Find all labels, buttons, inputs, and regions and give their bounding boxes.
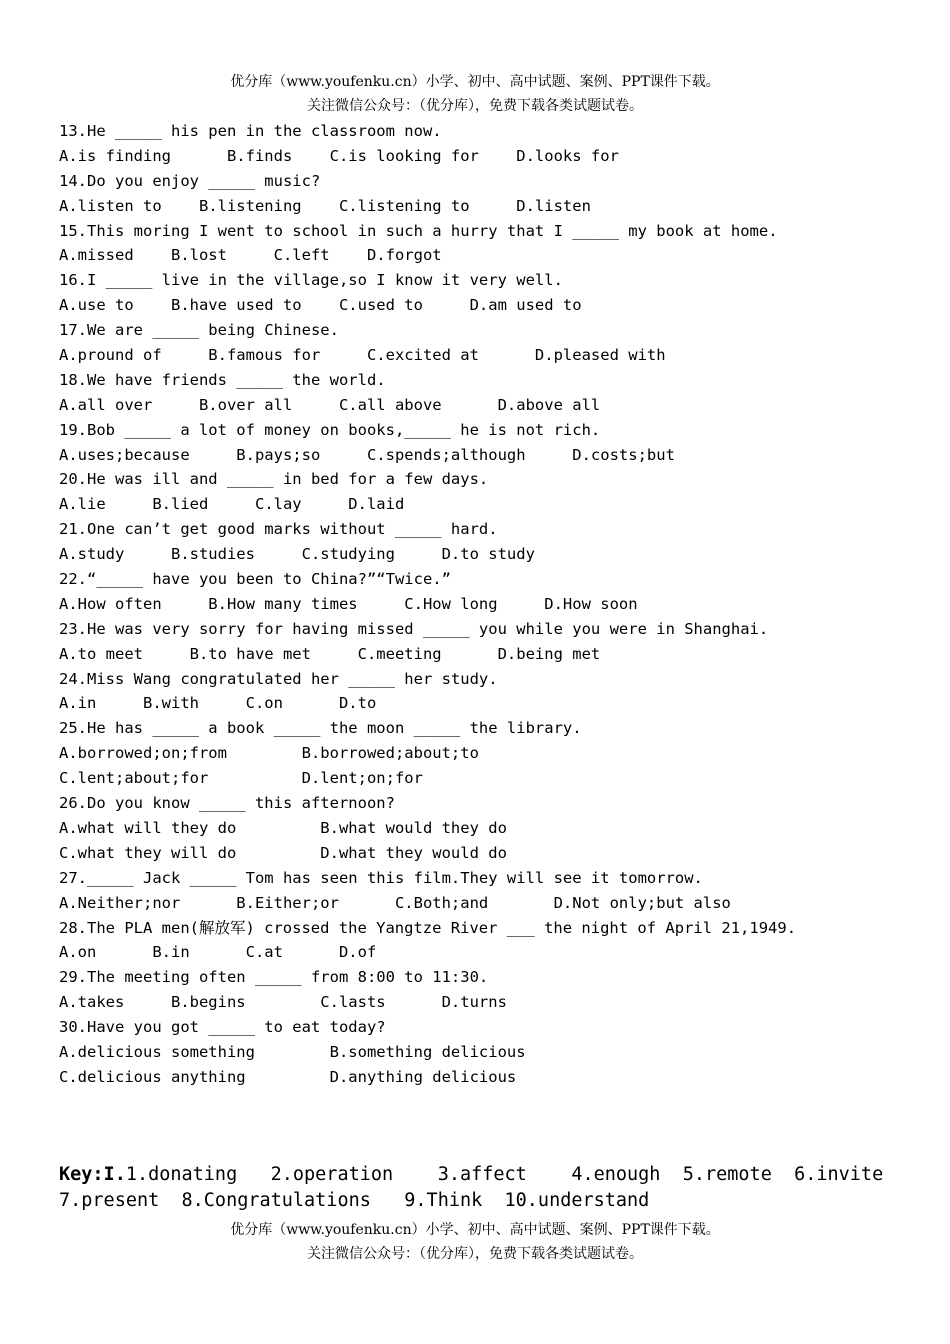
question-text: 22.“_____ have you been to China?”“Twice.” (59, 570, 451, 589)
answer-options: C.delicious anything D.anything delicious (59, 1067, 517, 1086)
answer-key (59, 1162, 939, 1214)
question-text: 18.We have friends _____ the world. (59, 370, 386, 389)
question-list (59, 119, 939, 1090)
answer-options: A.lie B.lied C.lay D.laid (59, 495, 405, 514)
question-text: 20.He was ill and _____ in bed for a few days. (59, 470, 489, 489)
question-text: 28.The PLA men(解放军) crossed the Yangtze River ___ the night of April 21,1949. (59, 918, 797, 937)
answer-options: A.all over B.over all C.all above D.above all (59, 395, 601, 414)
answer-options: A.what will they do B.what would they do (59, 818, 507, 837)
question-text: 25.He has _____ a book _____ the moon _____ the library. (59, 719, 582, 738)
question-text: 30.Have you got _____ to eat today? (59, 1018, 386, 1037)
question-text: 16.I _____ live in the village,so I know it very well. (59, 271, 563, 290)
answer-options: A.delicious something B.something delicious (59, 1042, 526, 1061)
question-text: 19.Bob _____ a lot of money on books,_____ he is not rich. (59, 420, 601, 439)
question-text: 26.Do you know _____ this afternoon? (59, 794, 395, 813)
answer-options: A.borrowed;on;from B.borrowed;about;to (59, 744, 479, 763)
answer-key-label: Key:I. (59, 1164, 126, 1185)
question-text: 15.This moring I went to school in such a hurry that I _____ my book at home. (59, 221, 778, 240)
header-line-1: 优分库（www.youfenku.cn）小学、初中、高中试题、案例、PPT课件下载。 (230, 74, 720, 90)
question-text: 21.One can’t get good marks without _____ hard. (59, 520, 498, 539)
answer-options: A.Neither;nor B.Either;or C.Both;and D.Not only;but also (59, 893, 731, 912)
answer-key-items-1: 1.donating 2.operation 3.affect 4.enough 5.remote 6.invite (125, 1164, 884, 1185)
question-text: 29.The meeting often _____ from 8:00 to 11:30. (59, 968, 489, 987)
question-text: 23.He was very sorry for having missed _____ you while you were in Shanghai. (59, 619, 769, 638)
answer-options: A.to meet B.to have met C.meeting D.being met (59, 644, 601, 663)
answer-options: A.study B.studies C.studying D.to study (59, 545, 535, 564)
question-text: 17.We are _____ being Chinese. (59, 321, 339, 340)
answer-options: C.what they will do D.what they would do (59, 843, 507, 862)
answer-options: A.uses;because B.pays;so C.spends;although D.costs;but (59, 445, 675, 464)
answer-options: A.on B.in C.at D.of (59, 943, 377, 962)
answer-key-line-1 (59, 1162, 939, 1188)
footer-line-1: 优分库（www.youfenku.cn）小学、初中、高中试题、案例、PPT课件下载。 (230, 1222, 720, 1238)
question-text: 13.He _____ his pen in the classroom now. (59, 122, 442, 140)
answer-options: A.is finding B.finds C.is looking for D.looks for (59, 146, 619, 165)
question-text: 27._____ Jack _____ Tom has seen this film.They will see it tomorrow. (59, 868, 703, 887)
answer-options: A.missed B.lost C.left D.forgot (59, 246, 442, 265)
answer-options: C.lent;about;for D.lent;on;for (59, 769, 423, 788)
answer-options: A.listen to B.listening C.listening to D.listen (59, 196, 591, 215)
answer-options: A.pround of B.famous for C.excited at D.pleased with (59, 346, 666, 365)
header-line-2: 关注微信公众号：（优分库），免费下载各类试题试卷。 (307, 98, 643, 114)
answer-options: A.use to B.have used to C.used to D.am used to (59, 296, 582, 315)
answer-options: A.How often B.How many times C.How long D.How soon (59, 594, 638, 613)
answer-key-line-2: 7.present 8.Congratulations 9.Think 10.understand (59, 1190, 650, 1211)
question-text: 24.Miss Wang congratulated her _____ her study. (59, 669, 498, 688)
answer-options: A.in B.with C.on D.to (59, 694, 377, 713)
answer-options: A.takes B.begins C.lasts D.turns (59, 993, 507, 1012)
question-text: 14.Do you enjoy _____ music? (59, 171, 321, 190)
footer-line-2: 关注微信公众号：（优分库），免费下载各类试题试卷。 (307, 1246, 643, 1262)
